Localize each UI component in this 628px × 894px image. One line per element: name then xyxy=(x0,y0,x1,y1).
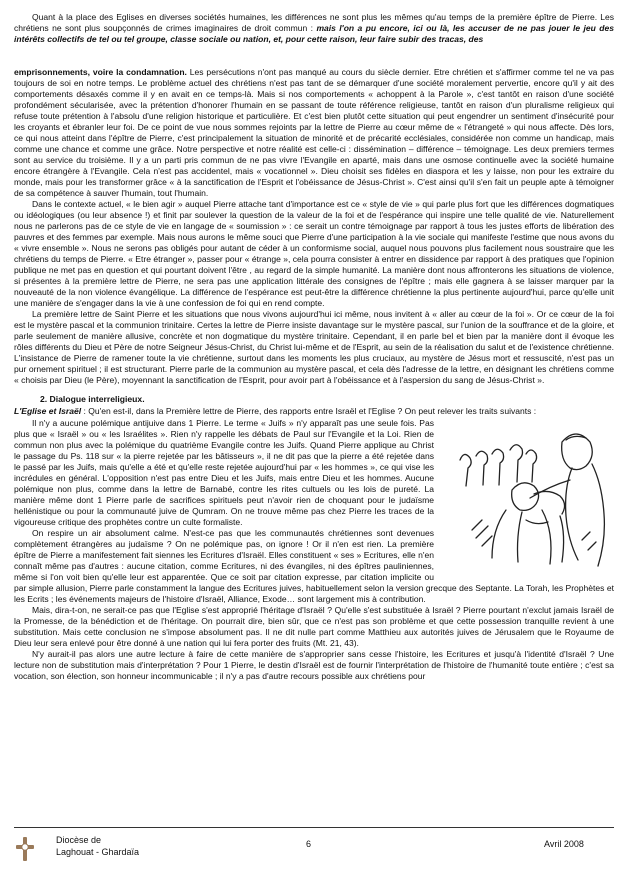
intro-text: Quant à la place des Eglises en diverses sociétés humaines, les différences ne sont plus les mêmes qu'au temps de la première épître de Pierre. Les chrétiens ne sont plus soupçonnés de crimes imaginaires de droit commun : xyxy=(14,12,614,33)
subheading-text: : Qu'en est-il, dans la Première lettre de Pierre, des rapports entre Israël et l'Eglise ? On peut relever les traits suivants : xyxy=(83,406,537,416)
subheading-title: L'Eglise et Israël xyxy=(14,406,82,416)
footer-date: Avril 2008 xyxy=(544,839,584,849)
section-heading: 2. Dialogue interreligieux. xyxy=(40,394,145,404)
footer-page-number: 6 xyxy=(306,839,312,849)
footer-diocese xyxy=(56,834,139,858)
footer-divider xyxy=(14,827,614,828)
footer-diocese-line1: Diocèse de xyxy=(56,835,102,845)
paragraph-persecutions xyxy=(14,67,614,199)
persecution-emphasis: emprisonnements, voire la condamnation. xyxy=(14,67,187,77)
paragraph-calm: On respire un air absolument calme. N'est-ce pas que les communautés chrétiennes sont devenues complètement étrangères au judaïsme ? On ne polémique pas, on ignore ! Or il n'en est rien. La première épître de Pierre a manifestement fait siennes les Ecritures d'Israël. Elles constituent « ses » Ecritures, elle n'en connaît même pas d'autres : aucune citation, comme Ecritures, ni des évangiles, ni des épîtres pauliniennes, même si l'on voit bien qu'elle leur est apparentée. Que ce soit par citation expresse, par citation implicite ou par simple allusion, Pierre parle constamment la langue des Ecritures juives, habituellement selon la version grecque des Septante. La Torah, les Prophètes et les Ecrits ; les événements majeurs de l'histoire d'Israël, Alliance, Exode… sont largement mis à contribution. xyxy=(14,528,614,604)
paragraph-interpretation: N'y aurait-il pas alors une autre lecture à faire de cette manière de s'approprier sans cesse l'histoire, les Ecritures et jusqu'à l'identité d'Israël ? Une lecture non de substitution mais d'interprétation ? Pour 1 Pierre, le destin d'Israël est de fournir l'interprétation de l'histoire de l'humanité toute entière ; c'est sa vocation, son élection, son honneur incommunicable ; il n'y a pas d'autre recours possible aux chrétiens pour xyxy=(14,649,614,681)
illustrated-section xyxy=(14,418,614,682)
persecution-text: Les persécutions n'ont pas manqué au cours du siècle dernier. Etre chrétien et s'affirmer comme tel ne va pas toujours de soi en notre temps. Le problème actuel des chrétiens n'est pas tant de se démarquer d'une société moralement pervertie, encore qu'il y ait des comportements désaxés comme il y en avait en ce temps-là. Mais si nos comportements « achoppent à la Parole », c'est tantôt en raison d'une société profondément sécularisée, avec la prétention d'honorer l'humain en se passant de toute référence religieuse, tantôt en raison d'un pluralisme religieux qui refuse toute prétention à l'absolu d'une religion historique et particulière. Et c'est bien plutôt cette situation qui peut engendrer un sentiment d'insécurité pour les croyants et ébranler leur foi. De ce point de vue nous sommes rejoints par la lettre de Pierre au cœur même de « l'étrangeté » qui nous affecte. Dès lors, ce qui nous atteint dans l'épître de Pierre, c'est principalement la situation de minorité et de précarité ecclésiales, considérée non comme un handicap, mais comme une chance et comme une grâce. Notre perspective et notre réalité est celle-ci : dissémination – différence – témoignage. Les deux premiers termes sont au service du troisième. Il y a un parti pris commun de ne pas vivre l'Evangile en aparté, mais dans une osmose continuelle avec la société humaine encore étrangère à l'Evangile. Cela n'est pas accidentel, mais « vocationnel ». Dieu choisit ses fidèles en diaspora et les y laisse, non pour les extraire du monde, mais pour les transformer grâce « à la sanctification de l'Esprit et l'obéissance de Jésus-Christ ». C'est ainsi qu'il s'en fait un peuple apte à témoigner de sa compétence à sauver l'humain, tout l'humain. xyxy=(14,67,615,198)
paragraph-intro xyxy=(14,12,614,45)
diocese-cross-icon xyxy=(14,836,36,862)
top-block xyxy=(14,12,614,45)
paragraph-heritage: Mais, dira-t-on, ne serait-ce pas que l'Eglise s'est approprié l'héritage d'Israël ? Qu'elle s'est substituée à Israël ? Pierre pourtant n'exclut jamais Israël de la Promesse, de la bénédiction et de l'héritage. On pourrait dire, bien sûr, que ce n'est pas son problème et que cette possession tranquille revient à une substitution. Mais cette conclusion ne s'impose absolument pas. Il ne dit nulle part comme Matthieu aux autorités juives de Jérusalem que le Royaume de Dieu leur sera enlevé pour être donné à une nation qui lui fera porter des fruits (Mt. 21, 43). xyxy=(14,605,614,648)
illustration-icon xyxy=(442,420,614,570)
footer-diocese-line2: Laghouat - Ghardaïa xyxy=(56,847,140,857)
main-block xyxy=(14,67,614,682)
paragraph-faith-core: La première lettre de Saint Pierre et les situations que nous vivons aujourd'hui ici même, nous invitent à « aller au cœur de la foi ». Or ce cœur de la foi est le mystère pascal et la communion trinitaire. Certes la lettre de Pierre insiste davantage sur le mystère pascal, sur l'union de la souffrance et de la gloire, et parle seulement de manière allusive, concrète et non dogmatique du mystère trinitaire. Cependant, il en parle bel et bien par la manière dont il évoque les rôles différents du Dieu et Père de notre Seigneur Jésus-Christ, du Christ lui-même et de l'Esprit, au sein de la réalisation du salut et de l'existence chrétienne. L'insistance de Pierre de ramener toute la vie chrétienne, surtout dans les moments les plus cruciaux, au mystère de Jésus mort et ressuscité, n'est pas un pur ornement spirituel ; il est structurant. Pierre parle de la communion au mystère pascal, et cela dès l'adresse de la lettre, en désignant les chrétiens comme « choisis par Dieu (le Père), moyennant la sanctification de l'Esprit, pour avoir part à l'obéissance et à l'aspersion du sang de Jésus-Christ ». xyxy=(14,309,614,385)
intro-emphasis: mais l'on a pu encore, ici ou là, les accuser de ne pas jouer le jeu des intérêts collectifs de tel ou tel groupe, classe sociale ou nation, et, pour cette raison, leur faire subir des tracas, des xyxy=(14,23,614,44)
christ-apostles-illustration xyxy=(442,420,614,570)
paragraph-context: Dans le contexte actuel, « le bien agir » auquel Pierre attache tant d'importance est ce « style de vie » qui parle plus fort que les différences dogmatiques ou idéologiques (ou leur absence !) et finit par soulever la question de la valeur de la foi et de l'espérance qui inspire une telle qualité de vie. Naturellement nous ne parlerons pas de ce style de vie en langage de « soumission » : ce serait un contre témoignage par rapport à tous les justes efforts de libération des pauvres et des femmes par exemple. Mais nous aurons le même souci que Pierre d'une participation à la vie sociale qui manifeste l'estime que nous avons du « vivre ensemble ». Nous ne serons pas obligés pour autant de céder à un conformisme social, auquel nous pouvons plus facilement nous soustraire que les chrétiens du temps de Pierre. « Etre étranger », passer pour « étrange », cela pourra consister à entrer en dissidence par rapport à des pratiques que l'opinion publique ne met pas en question et qui pourtant doivent l'être , au regard de la simple humanité. La manière dont nous affronterons les situations de violence, si présentes à la première lettre de Pierre, ne sera pas une application littérale des consignes de l'épître ; mais elle gagnera à se laisser marquer par la nouveauté de la non violence évangélique. La différence de l'espérance est peut-être la différence chrétienne la plus pertinente aujourd'hui, parce qu'elle unit une manière de s'engager dans la vie à une confession de foi qui en rend compte. xyxy=(14,199,614,308)
subheading-line xyxy=(14,406,614,417)
paragraph-no-polemic: Il n'y a aucune polémique antijuive dans 1 Pierre. Le terme « Juifs » n'y apparaît pas une seule fois. Pas plus que « Israël » ou « les Israélites ». Rien n'y rappelle les débats de Paul sur l'Evangile et la Loi. Rien de commun non plus avec la polémique du quatrième Evangile contre les Juifs. Quand Pierre applique au Christ le passage du Ps. 118 sur « la pierre rejetée par les bâtisseurs », il ne dit pas que la pierre a été rejetée dans le passé par les Juifs, mais qu'elle a été et qu'elle reste rejetée aujourd'hui par « les hommes », ce qui vise les incrédules en général. L'opposition n'est pas entre Dieu et les Juifs, mais entre Dieu et les hommes. Aucune polémique non plus, comme dans la lettre de Barnabé, contre les rites cultuels ou les lois de pureté. La manière même dont 1 Pierre parle de sacrifices spirituels peut n'avoir rien de choquant pour le judaïsme hellénistique ou pour la communauté juive de Qumram. On ne trouve même pas chez Pierre les traces de la vigoureuse critique des prophètes contre un culte formaliste. xyxy=(14,418,434,527)
